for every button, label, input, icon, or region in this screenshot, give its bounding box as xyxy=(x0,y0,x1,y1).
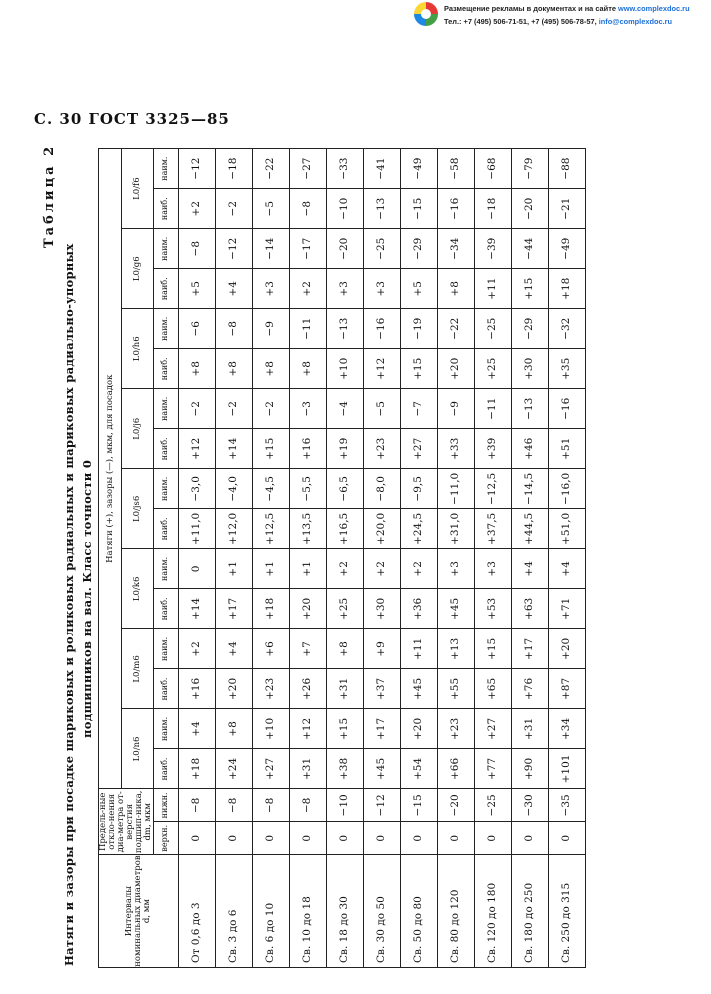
cell-value: +44,5 xyxy=(511,509,548,549)
cell-value: −4,0 xyxy=(215,469,252,509)
cell-lower: −8 xyxy=(215,789,252,822)
cell-value: −8 xyxy=(215,309,252,349)
cell-value: +71 xyxy=(548,589,585,629)
fit-header-h6: L0/h6 xyxy=(122,309,154,389)
cell-interval: Св. 10 до 18 xyxy=(289,855,326,968)
cell-value: +63 xyxy=(511,589,548,629)
cell-value: −6,5 xyxy=(326,469,363,509)
header-fits-group: Натяги (+), зазоры (—), мкм, для посадок xyxy=(99,149,122,789)
header-naib: наиб. xyxy=(153,269,178,309)
cell-value: +4 xyxy=(511,549,548,589)
email-link[interactable]: info@complexdoc.ru xyxy=(598,17,673,26)
cell-value: +31,0 xyxy=(437,509,474,549)
cell-value: +12,5 xyxy=(252,509,289,549)
cell-value: +12,0 xyxy=(215,509,252,549)
cell-value: +11,0 xyxy=(178,509,215,549)
cell-value: −8 xyxy=(289,189,326,229)
table-row xyxy=(400,149,437,968)
cell-value: +8 xyxy=(437,269,474,309)
cell-value: −8,0 xyxy=(363,469,400,509)
cell-value: +37,5 xyxy=(474,509,511,549)
cell-value: +66 xyxy=(437,749,474,789)
cell-value: +34 xyxy=(548,709,585,749)
cell-value: −14,5 xyxy=(511,469,548,509)
cell-lower: −15 xyxy=(400,789,437,822)
cell-lower: −8 xyxy=(289,789,326,822)
cell-value: +38 xyxy=(326,749,363,789)
fit-header-k6: L0/k6 xyxy=(122,549,154,629)
cell-value: −18 xyxy=(215,149,252,189)
cell-value: −25 xyxy=(474,309,511,349)
cell-upper: 0 xyxy=(548,822,585,855)
cell-value: +2 xyxy=(363,549,400,589)
cell-interval: Св. 250 до 315 xyxy=(548,855,585,968)
cell-value: +20 xyxy=(215,669,252,709)
cell-value: −68 xyxy=(474,149,511,189)
cell-lower: −20 xyxy=(437,789,474,822)
cell-value: +12 xyxy=(363,349,400,389)
cell-value: −2 xyxy=(178,389,215,429)
cell-value: +39 xyxy=(474,429,511,469)
cell-value: +18 xyxy=(548,269,585,309)
cell-value: −4 xyxy=(326,389,363,429)
cell-value: −5 xyxy=(363,389,400,429)
cell-value: +87 xyxy=(548,669,585,709)
table-row xyxy=(474,149,511,968)
cell-value: +19 xyxy=(326,429,363,469)
cell-value: −14 xyxy=(252,229,289,269)
cell-value: +53 xyxy=(474,589,511,629)
header-naim: наим. xyxy=(153,389,178,429)
header-naib: наиб. xyxy=(153,509,178,549)
cell-value: +1 xyxy=(289,549,326,589)
cell-value: +35 xyxy=(548,349,585,389)
cell-value: +20 xyxy=(548,629,585,669)
cell-value: +11 xyxy=(400,629,437,669)
cell-value: +17 xyxy=(215,589,252,629)
cell-value: −12 xyxy=(178,149,215,189)
header-naib: наиб. xyxy=(153,349,178,389)
header-lower: нижн. xyxy=(153,789,178,822)
cell-value: +4 xyxy=(215,629,252,669)
cell-value: −44 xyxy=(511,229,548,269)
header-naib: наиб. xyxy=(153,749,178,789)
table-row xyxy=(548,149,585,968)
cell-lower: −35 xyxy=(548,789,585,822)
cell-value: +5 xyxy=(178,269,215,309)
complexdoc-logo-icon xyxy=(414,2,438,26)
cell-value: −2 xyxy=(215,389,252,429)
cell-value: +20 xyxy=(400,709,437,749)
cell-value: +101 xyxy=(548,749,585,789)
cell-value: −17 xyxy=(289,229,326,269)
header-naim: наим. xyxy=(153,309,178,349)
cell-value: +37 xyxy=(363,669,400,709)
cell-value: −4,5 xyxy=(252,469,289,509)
cell-value: −79 xyxy=(511,149,548,189)
header-naib: наиб. xyxy=(153,189,178,229)
cell-value: −20 xyxy=(326,229,363,269)
cell-value: +14 xyxy=(215,429,252,469)
cell-value: −15 xyxy=(400,189,437,229)
cell-value: +8 xyxy=(215,709,252,749)
cell-value: +1 xyxy=(252,549,289,589)
cell-value: +76 xyxy=(511,669,548,709)
cell-value: +3 xyxy=(252,269,289,309)
cell-value: −13 xyxy=(326,309,363,349)
cell-value: −39 xyxy=(474,229,511,269)
cell-value: +15 xyxy=(400,349,437,389)
cell-value: +16 xyxy=(178,669,215,709)
cell-interval: Св. 18 до 30 xyxy=(326,855,363,968)
cell-value: −11 xyxy=(289,309,326,349)
header-naim: наим. xyxy=(153,549,178,589)
cell-value: −49 xyxy=(548,229,585,269)
cell-value: +11 xyxy=(474,269,511,309)
cell-value: −6 xyxy=(178,309,215,349)
cell-lower: −10 xyxy=(326,789,363,822)
cell-upper: 0 xyxy=(289,822,326,855)
header-naim: наим. xyxy=(153,709,178,749)
cell-value: −88 xyxy=(548,149,585,189)
cell-value: +51,0 xyxy=(548,509,585,549)
cell-upper: 0 xyxy=(437,822,474,855)
cell-value: +17 xyxy=(511,629,548,669)
cell-value: +15 xyxy=(474,629,511,669)
cell-value: −13 xyxy=(511,389,548,429)
cell-value: −19 xyxy=(400,309,437,349)
table-row xyxy=(363,149,400,968)
advertisement-banner xyxy=(414,2,710,28)
header-naim: наим. xyxy=(153,149,178,189)
table-caption-line-1: Натяги и зазоры при посадке шариковых и роликовых радиальных и шариковых радиально-упорных xyxy=(62,243,76,966)
table-row xyxy=(326,149,363,968)
cell-value: +26 xyxy=(289,669,326,709)
cell-value: +27 xyxy=(400,429,437,469)
cell-upper: 0 xyxy=(363,822,400,855)
cell-lower: −8 xyxy=(178,789,215,822)
tolerance-table xyxy=(98,148,586,968)
cell-value: 0 xyxy=(178,549,215,589)
cell-value: +14 xyxy=(178,589,215,629)
cell-value: −12 xyxy=(215,229,252,269)
cell-value: +8 xyxy=(178,349,215,389)
cell-value: +15 xyxy=(252,429,289,469)
cell-value: +3 xyxy=(437,549,474,589)
cell-value: −16,0 xyxy=(548,469,585,509)
cell-lower: −8 xyxy=(252,789,289,822)
cell-value: +6 xyxy=(252,629,289,669)
cell-value: +15 xyxy=(326,709,363,749)
table-row xyxy=(252,149,289,968)
cell-upper: 0 xyxy=(511,822,548,855)
cell-value: −32 xyxy=(548,309,585,349)
header-intervals: Интервалы номинальных диаметров d, мм xyxy=(99,855,179,968)
cell-value: +51 xyxy=(548,429,585,469)
cell-value: +10 xyxy=(252,709,289,749)
cell-value: +8 xyxy=(252,349,289,389)
table-row xyxy=(215,149,252,968)
cell-value: +18 xyxy=(252,589,289,629)
cell-upper: 0 xyxy=(178,822,215,855)
cell-value: −3,0 xyxy=(178,469,215,509)
cell-value: −11 xyxy=(474,389,511,429)
cell-value: +5 xyxy=(400,269,437,309)
ad-line-1: Размещение рекламы в документах и на сайте www.complexdoc.ru xyxy=(444,4,690,13)
cell-value: −5,5 xyxy=(289,469,326,509)
fit-header-n6: L0/n6 xyxy=(122,709,154,789)
cell-upper: 0 xyxy=(400,822,437,855)
cell-value: +31 xyxy=(289,749,326,789)
ad-line-2: Тел.: +7 (495) 506-71-51, +7 (495) 506-78-57, info@complexdoc.ru xyxy=(444,17,673,26)
cell-lower: −12 xyxy=(363,789,400,822)
table-row xyxy=(289,149,326,968)
cell-value: +1 xyxy=(215,549,252,589)
cell-interval: Св. 50 до 80 xyxy=(400,855,437,968)
cell-value: +27 xyxy=(474,709,511,749)
cell-value: +12 xyxy=(178,429,215,469)
cell-value: −21 xyxy=(548,189,585,229)
cell-value: −29 xyxy=(511,309,548,349)
cell-interval: От 0,6 до 3 xyxy=(178,855,215,968)
cell-value: +16,5 xyxy=(326,509,363,549)
cell-value: +65 xyxy=(474,669,511,709)
cell-value: +7 xyxy=(289,629,326,669)
cell-value: +4 xyxy=(178,709,215,749)
cell-value: +33 xyxy=(437,429,474,469)
cell-value: −29 xyxy=(400,229,437,269)
cell-value: −58 xyxy=(437,149,474,189)
cell-value: −16 xyxy=(548,389,585,429)
cell-value: +46 xyxy=(511,429,548,469)
cell-value: +20,0 xyxy=(363,509,400,549)
cell-value: +54 xyxy=(400,749,437,789)
cell-value: +55 xyxy=(437,669,474,709)
cell-value: −2 xyxy=(215,189,252,229)
cell-value: +23 xyxy=(437,709,474,749)
cell-value: −7 xyxy=(400,389,437,429)
table-row xyxy=(178,149,215,968)
cell-upper: 0 xyxy=(215,822,252,855)
cell-value: +77 xyxy=(474,749,511,789)
cell-value: +20 xyxy=(437,349,474,389)
fit-header-j6: L0/j6 xyxy=(122,389,154,469)
cell-value: +4 xyxy=(215,269,252,309)
cell-value: −8 xyxy=(178,229,215,269)
cell-value: −13 xyxy=(363,189,400,229)
header-naib: наиб. xyxy=(153,429,178,469)
cell-value: −5 xyxy=(252,189,289,229)
cell-interval: Св. 180 до 250 xyxy=(511,855,548,968)
cell-value: +24 xyxy=(215,749,252,789)
cell-value: +2 xyxy=(289,269,326,309)
cell-value: −49 xyxy=(400,149,437,189)
header-upper: верхн. xyxy=(153,822,178,855)
cell-value: +30 xyxy=(511,349,548,389)
cell-value: −2 xyxy=(252,389,289,429)
cell-value: +2 xyxy=(326,549,363,589)
cell-value: +13,5 xyxy=(289,509,326,549)
cell-value: +18 xyxy=(178,749,215,789)
header-naim: наим. xyxy=(153,229,178,269)
cell-value: −9 xyxy=(252,309,289,349)
table-row xyxy=(511,149,548,968)
header-naim: наим. xyxy=(153,629,178,669)
header-naib: наиб. xyxy=(153,589,178,629)
cell-value: −33 xyxy=(326,149,363,189)
cell-value: +10 xyxy=(326,349,363,389)
cell-lower: −25 xyxy=(474,789,511,822)
cell-value: +45 xyxy=(363,749,400,789)
cell-value: +2 xyxy=(178,189,215,229)
cell-interval: Св. 80 до 120 xyxy=(437,855,474,968)
cell-interval: Св. 30 до 50 xyxy=(363,855,400,968)
cell-value: −16 xyxy=(437,189,474,229)
cell-value: −18 xyxy=(474,189,511,229)
cell-value: +3 xyxy=(363,269,400,309)
cell-upper: 0 xyxy=(326,822,363,855)
site-link[interactable]: www.complexdoc.ru xyxy=(617,4,690,13)
cell-value: +31 xyxy=(326,669,363,709)
table-caption-line-2: подшипников на вал. Класс точности 0 xyxy=(80,459,94,738)
cell-value: −11,0 xyxy=(437,469,474,509)
cell-value: +16 xyxy=(289,429,326,469)
cell-value: +25 xyxy=(474,349,511,389)
cell-value: +45 xyxy=(437,589,474,629)
cell-value: +36 xyxy=(400,589,437,629)
cell-value: −12,5 xyxy=(474,469,511,509)
cell-value: −16 xyxy=(363,309,400,349)
cell-value: −25 xyxy=(363,229,400,269)
cell-interval: Св. 6 до 10 xyxy=(252,855,289,968)
cell-value: +23 xyxy=(363,429,400,469)
cell-value: +8 xyxy=(215,349,252,389)
cell-value: +15 xyxy=(511,269,548,309)
cell-value: +27 xyxy=(252,749,289,789)
rotated-table-block xyxy=(40,143,685,968)
cell-value: +3 xyxy=(326,269,363,309)
cell-value: −9,5 xyxy=(400,469,437,509)
cell-value: +23 xyxy=(252,669,289,709)
header-deviation: Предель-ные откло-нения диа-метра от-верстия подшип-ника, dm, мкм xyxy=(98,790,153,854)
cell-value: −10 xyxy=(326,189,363,229)
cell-value: +13 xyxy=(437,629,474,669)
cell-value: +2 xyxy=(178,629,215,669)
cell-value: −22 xyxy=(437,309,474,349)
cell-value: −34 xyxy=(437,229,474,269)
cell-value: +8 xyxy=(289,349,326,389)
fit-header-g6: L0/g6 xyxy=(122,229,154,309)
fit-header-js6: L0/js6 xyxy=(122,469,154,549)
cell-value: +2 xyxy=(400,549,437,589)
fit-header-f6: L0/f6 xyxy=(122,149,154,229)
cell-value: −20 xyxy=(511,189,548,229)
cell-interval: Св. 120 до 180 xyxy=(474,855,511,968)
cell-value: −41 xyxy=(363,149,400,189)
cell-value: −9 xyxy=(437,389,474,429)
page-header: С. 30 ГОСТ 3325—85 xyxy=(34,110,230,128)
cell-interval: Св. 3 до 6 xyxy=(215,855,252,968)
cell-value: +9 xyxy=(363,629,400,669)
cell-upper: 0 xyxy=(474,822,511,855)
cell-value: +12 xyxy=(289,709,326,749)
cell-value: +20 xyxy=(289,589,326,629)
cell-value: +30 xyxy=(363,589,400,629)
header-naib: наиб. xyxy=(153,669,178,709)
cell-value: +45 xyxy=(400,669,437,709)
cell-upper: 0 xyxy=(252,822,289,855)
cell-lower: −30 xyxy=(511,789,548,822)
cell-value: +24,5 xyxy=(400,509,437,549)
cell-value: +4 xyxy=(548,549,585,589)
cell-value: +31 xyxy=(511,709,548,749)
cell-value: +17 xyxy=(363,709,400,749)
cell-value: +90 xyxy=(511,749,548,789)
table-row xyxy=(437,149,474,968)
cell-value: −27 xyxy=(289,149,326,189)
cell-value: +3 xyxy=(474,549,511,589)
table-number: Таблица 2 xyxy=(42,143,57,248)
cell-value: −3 xyxy=(289,389,326,429)
cell-value: +8 xyxy=(326,629,363,669)
fit-header-m6: L0/m6 xyxy=(122,629,154,709)
cell-value: +25 xyxy=(326,589,363,629)
header-naim: наим. xyxy=(153,469,178,509)
cell-value: −22 xyxy=(252,149,289,189)
